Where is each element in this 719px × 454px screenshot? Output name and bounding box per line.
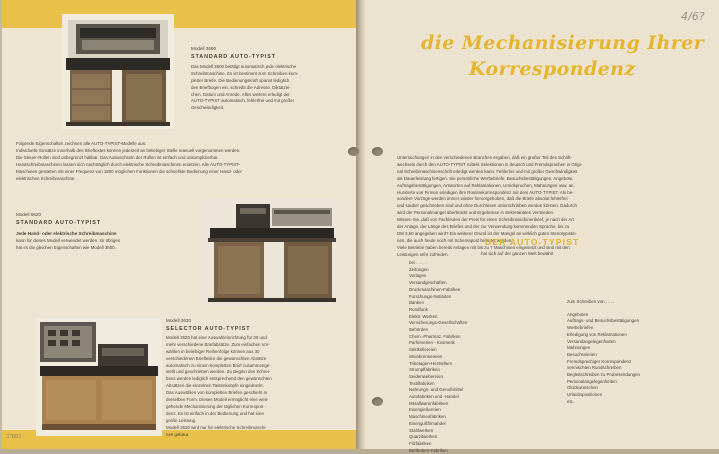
features-line: Individuelle Einsätze innerhalb des Brieftextes können jederzeit an beliebiger Stelle manuell vorgenommen werden. xyxy=(16,147,241,153)
list-item: Verlagen xyxy=(409,273,427,279)
list-item: Erledigung von Reklamationen xyxy=(567,331,627,337)
list-item: vermischten Rundschreiben xyxy=(567,365,622,371)
intro-line: wird der Personalmangel überbrückt und Ergebnisse in Sekretariaten vermieden. xyxy=(397,210,555,216)
model-3630-caption xyxy=(166,318,326,439)
list-item: Autofabriken und -Handel xyxy=(409,394,459,400)
list-uses xyxy=(567,299,640,406)
right-page xyxy=(365,0,719,453)
archive-stamp: 37883 xyxy=(6,434,21,440)
model-3630-number: Modell 3630 xyxy=(166,318,192,323)
intro-line: wechsels durch den AUTO-TYPIST mittels Selektionen in deutsch und Fremdsprachen in Origi- xyxy=(397,161,583,167)
photo-model-3630 xyxy=(36,318,162,436)
model-3600-line: Das Modell 3600 betätigt automatisch jede elektrische xyxy=(191,63,297,69)
model-3630-line: stellt und geschrieben werden. Zu Beginn des Schrei- xyxy=(166,369,271,375)
list-item: Nahrungs- und Genußmittel xyxy=(409,387,464,393)
subhead-auto-typist: DER AUTO-TYPIST xyxy=(485,237,580,247)
list-item: Zeitungen xyxy=(409,266,429,272)
intro-line: Viele Betriebe haben bereits Anlagen mit bis zu 7 Maschinen eingesetzt und sind mit den xyxy=(397,244,570,250)
center-gutter xyxy=(356,0,365,449)
list-item: Weinbrennereien xyxy=(409,353,443,359)
list-item: etc. xyxy=(567,398,575,404)
model-3630-line: automatisch zu einem kompletten Brief zusammenge- xyxy=(166,362,271,368)
list-item: Banken xyxy=(409,300,424,306)
list-item: Filzfabriken xyxy=(409,440,432,446)
model-3630-line: verschiedenen Briefteilen die gewünschten Absätze xyxy=(166,355,267,361)
intro-line: Leistungen sehr zufrieden. xyxy=(397,251,449,257)
intro-line: Auftragsbestätigungen, Antworten auf Reklamationen, Urnidspruchen, Mahnungen usw. an. xyxy=(397,182,575,188)
features-line: Die Steuer-Rollen sind unbegrenzt haltbar. Das Auswechseln der Rollen ist einfach und unkomplizierbar. xyxy=(16,154,219,160)
headline-line-2: Korrespondenz xyxy=(469,58,636,80)
list-item: Fremdsprachiger Korrespondenz xyxy=(567,358,632,364)
list-item: Begleitschreiben zu Probesendungen xyxy=(567,372,640,378)
features-line: Handschreibmaschinen lassen sich nachträglich durch elektrische Schreibmaschinen ersetzen. Alle AUTO-TYPIST- xyxy=(16,161,241,167)
model-3600-line: Schreibmaschine. Es ist bestimmt zum Schreiben kom- xyxy=(191,70,299,76)
list-item: Sektkellereien xyxy=(409,347,437,353)
model-3600-line: AUTO-TYPIST automatisch, fehlerfrei und mit großer xyxy=(191,98,295,104)
list-item: Rundfunk xyxy=(409,306,428,312)
list-item: Besuchsvierien xyxy=(567,351,597,357)
list-item: Elektr. Werken xyxy=(409,313,438,319)
intro-line: Wissen Sie, daß von Fachleuten der Preis für einen Schreibmaschinenbrief, je nach der Art xyxy=(397,217,574,223)
page-number: 4/6? xyxy=(681,10,705,23)
model-5620-number: Modell 5620 xyxy=(16,212,42,217)
list-item: Werbebriefen xyxy=(567,325,594,331)
binder-hole-icon xyxy=(348,147,359,156)
model-3630-line: große Leistung. xyxy=(166,417,197,423)
list-label: zum Schreiben von . . . . xyxy=(567,299,615,304)
binder-hole-icon xyxy=(372,147,383,156)
model-3630-line: Das Auswählen von kompletten Briefen geschieht in xyxy=(166,390,268,396)
list-item: Textilfabriken xyxy=(409,380,435,386)
list-item: Strumpffabriken xyxy=(409,367,440,373)
list-item: Druckmaschinen-Fabriken xyxy=(409,286,461,292)
model-3630-line: mehr verschiedene Briefabsätze. Zum einfachen Vor- xyxy=(166,341,270,347)
model-3600-caption xyxy=(191,46,341,112)
photo-model-5620 xyxy=(200,198,340,306)
features-line: elektrischen Schreibmaschine. xyxy=(16,175,76,181)
subhead-subline: hat sich auf der ganzen Welt bewährt xyxy=(481,251,554,256)
model-3630-line: Absätzen die einzelnen Tastenknöpfe eingedrückt. xyxy=(166,383,264,389)
intro-line: Hunderte von Firmen erledigen ihre Routinekorrespondenz mit dem AUTO-TYPIST. Als be- xyxy=(397,189,574,195)
model-3600-title: STANDARD AUTO-TYPIST xyxy=(191,53,276,60)
features-line: Folgende Eigenschaften zeichnen alle AUTO-TYPIST-Modelle aus: xyxy=(16,141,147,146)
model-3600-line: chen, Datum und Anrede. Alles weitere erledigt der xyxy=(191,91,290,97)
list-item: Angeboten xyxy=(567,311,589,317)
list-item: Metallwarenfabriken xyxy=(409,400,449,406)
model-5620-line: kann für dieses Modell verwendet werden. Im übrigen xyxy=(16,237,121,243)
model-3630-line: gehende Mechanisierung der täglichen Korrespon- xyxy=(166,403,265,409)
list-item: Eisengießereien xyxy=(409,407,441,413)
list-item: bei . . . . . xyxy=(409,260,428,265)
list-item: Behörden xyxy=(409,327,429,333)
intro-line: sondere Vorzüge werden immer wieder hervorgehoben, daß die Briefe absolut fehlerfrei xyxy=(397,196,568,202)
list-item: Trikotagen-Herstellern xyxy=(409,360,453,366)
list-item: Quarzitwerken xyxy=(409,434,438,440)
list-item: Stahlwerken xyxy=(409,427,434,433)
list-item: Parfümerien - Kosmetik xyxy=(409,340,455,346)
features-line: Maschinen gestatten mit einer Frequenz von 1800 möglichen Funktionen die schnellste Bedienung einer Hand- oder xyxy=(16,168,243,174)
model-3600-line: Geschwindigkeit. xyxy=(191,105,225,111)
intro-line: nal Schreibmaschinenschrift erledigt werden kann. Fehlerlos und mit großer Geschwindigkeit xyxy=(397,168,578,174)
list-item: Bettfedern-Fabriken xyxy=(409,447,448,453)
list-item: Urlaubspositionen xyxy=(567,392,603,398)
model-3600-line: den Briefbogen ein, schreibt die Adresse, Diktatzei- xyxy=(191,84,291,90)
model-3600-line: pletter Briefe. Die Bedienungskraft spannt lediglich xyxy=(191,77,290,83)
list-item: Eisengußfirmahdel xyxy=(409,420,446,426)
intro-line: Untersuchungen in den verschiedenen Branchen ergaben, daß ein großer Teil des Schrift- xyxy=(397,155,572,160)
model-3630-line: wählen in beliebiger Reihenfolge können aus 30 xyxy=(166,348,260,354)
intro-line: als Dauerleistung fertigen. Sie persönliche Werbebriefe, Besuchsbestätigungen, Angebote, xyxy=(397,175,574,181)
model-3630-line: nen gebaut. xyxy=(166,431,190,437)
list-item: Personalangelegenheiten xyxy=(567,378,617,384)
model-3630-title: SELECTOR AUTO-TYPIST xyxy=(166,325,251,332)
photo-model-3600 xyxy=(62,14,174,129)
list-item: Versicherungs-Gesellschaften xyxy=(409,320,468,326)
features-block xyxy=(16,141,348,182)
list-item: Versandangelegenheiten xyxy=(567,338,616,344)
list-item: Chem.-Pharmaz. Fabriken xyxy=(409,333,461,339)
model-3600-number: Modell 3600 xyxy=(191,46,217,51)
binder-hole-icon xyxy=(372,397,383,406)
intro-line: der Anlage, der Länge des Briefes und der zur Verwendung kommenden Sprache, bis zu xyxy=(397,224,570,230)
model-3630-line: Modell 3630 wird nur für elektrische Schreibmaschi- xyxy=(166,424,267,430)
left-page xyxy=(2,0,356,449)
list-item: Auftrags- und Besuchsbestätigungen xyxy=(567,318,640,324)
model-3630-line: denz. Es ist einfach in der Bedienung und hat eine xyxy=(166,410,264,416)
list-item: Seidenwebereien xyxy=(409,373,443,379)
list-item: Forschungs-Instituten xyxy=(409,293,452,299)
list-item: Glückwünschen xyxy=(567,385,598,391)
list-industries xyxy=(409,260,467,454)
list-item: Mahnungen xyxy=(567,345,591,351)
intro-line: nen, die auch heute noch mit Schemapost belastet werden. xyxy=(397,237,513,243)
model-3630-line: Modell 3630 hat eine Auswahleinrichtung für 30 und xyxy=(166,334,267,340)
model-5620-line: hat es die gleichen Eigenschaften wie Modell 3600. xyxy=(16,244,116,250)
top-yellow-band xyxy=(2,0,356,28)
list-item: Versandgeschäften xyxy=(409,280,447,286)
intro-line: DM 3,50 angegeben wird? Ein weiterer Grund ist der Mangel an wirklich guten Stenotypistin- xyxy=(397,230,577,236)
model-5620-title: STANDARD AUTO-TYPIST xyxy=(16,219,101,226)
list-item: Maschinenfabriken xyxy=(409,414,446,420)
model-5620-subtitle: Jede Hand- oder elektrische Schreibmaschine xyxy=(16,230,117,236)
model-3630-line: derselben Form. Dieses Modell ermöglicht eine weit- xyxy=(166,397,269,403)
model-3630-line: bens werden lediglich entsprechend den gewünschten xyxy=(166,376,272,382)
intro-line: und sauber geschrieben sind und ohne Durchlesen unterschrieben werden können. Dadurch xyxy=(397,203,577,209)
headline-line-1: die Mechanisierung Ihrer xyxy=(421,32,705,54)
model-5620-caption xyxy=(16,212,194,252)
